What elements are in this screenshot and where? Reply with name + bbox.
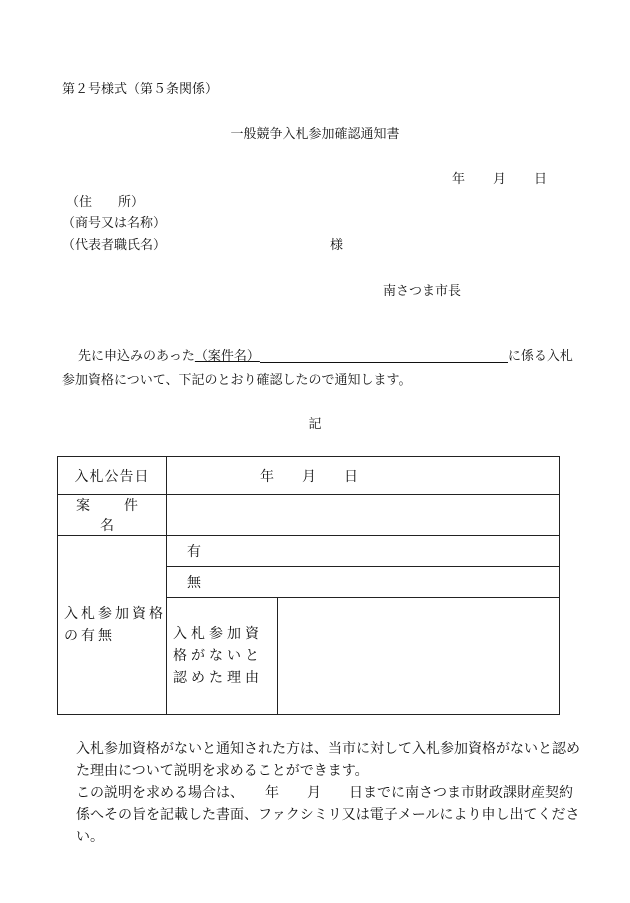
sender-name: 南さつま市長 [383, 284, 462, 299]
trade-name-label: （商号又は名称） [62, 216, 167, 231]
row-case-name [58, 495, 560, 536]
option-yes: 有 [167, 536, 560, 567]
announce-date-value-cell [167, 457, 560, 495]
date-month: 月 [493, 172, 507, 187]
body-line-1 [78, 350, 573, 363]
document-title: 一般競争入札参加確認通知書 [230, 127, 400, 142]
representative-label: （代表者職氏名） [62, 238, 167, 253]
reason-label: 入札参加資格がないと認めた理由 [167, 598, 278, 715]
announce-date-value: 年 月 日 [260, 468, 358, 485]
row-option-yes [58, 536, 560, 567]
announce-date-label: 入札公告日 [58, 457, 167, 495]
date-day: 日 [534, 172, 548, 187]
date-line [452, 173, 547, 186]
body-suffix: に係る入札 [507, 349, 573, 364]
info-table [57, 456, 560, 715]
option-no: 無 [167, 567, 560, 598]
body-line-2: 参加資格について、下記のとおり確認したので通知します。 [62, 373, 412, 388]
note-paragraph-2: この説明を求める場合は、 年 月 日までに南さつま市財政課財産契約係へその旨を記載した書面、ファクシミリ又は電子メールにより申し出てください。 [76, 785, 580, 845]
address-label: （住 所） [66, 195, 145, 210]
case-name-placeholder: （案件名） [194, 349, 260, 364]
row-announce-date [58, 457, 560, 495]
honorific: 様 [330, 238, 344, 253]
ki-heading: 記 [308, 417, 322, 432]
form-number: 第２号様式（第５条関係） [62, 82, 219, 97]
qualification-label: 入札参加資格の有無 [58, 536, 167, 715]
case-name-underline [260, 350, 508, 363]
case-name-label: 案 件 名 [58, 495, 167, 536]
body-prefix: 先に申込みのあった [78, 349, 195, 364]
case-name-value [167, 495, 560, 536]
date-year: 年 [452, 172, 466, 187]
note-paragraph-1: 入札参加資格がないと通知された方は、当市に対して入札参加資格がないと認めた理由について説明を求めることができます。 [76, 741, 580, 779]
reason-value [278, 598, 560, 715]
